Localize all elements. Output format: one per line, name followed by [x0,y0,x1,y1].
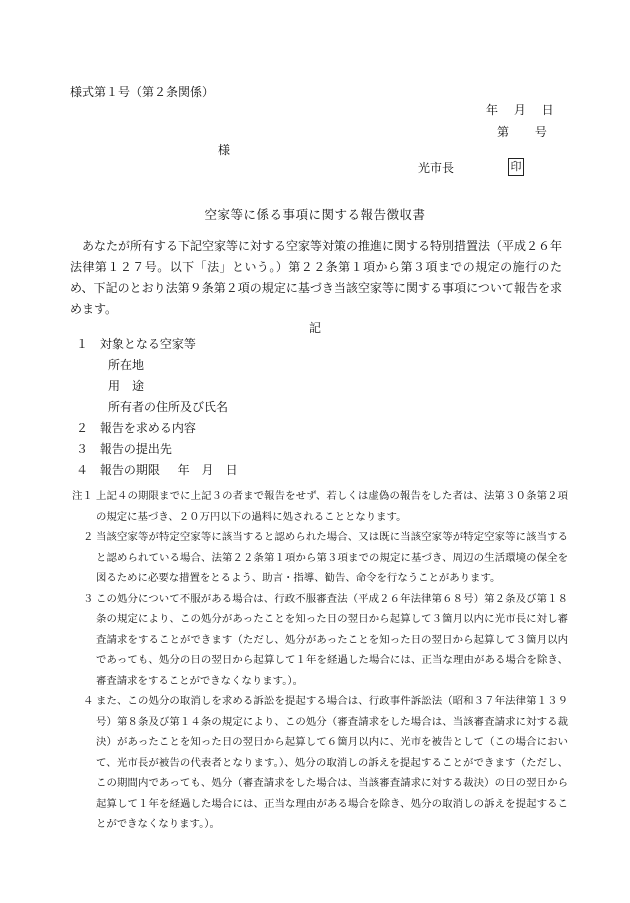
addressee: 様 [218,143,231,157]
form-number: 様式第１号（第２条関係） [70,85,215,99]
note-3 [72,589,568,692]
item-2-label: 報告を求める内容 [99,421,196,435]
note-1 [72,486,568,527]
item-3-label: 報告の提出先 [99,442,172,456]
note-4 [72,691,568,835]
item-1-number: １ [76,337,89,351]
note-3-label: ３ [83,592,94,605]
note-4-label: ４ [83,695,94,707]
body-paragraph: あなたが所有する下記空家等に対する空家等対策の推進に関する特別措置法（平成２６年法律第１２７号。以下「法」という。）第２２条第１項から第３項までの規定の施行のため、下記のとおり法第９条第２項の規定に基づき当該空家等に関する事項について報告を求めます。 [70,239,563,316]
item-3-number: ３ [76,442,89,456]
item-1-owner: 所有者の住所及び氏名 [108,400,229,414]
item-1-use: 用 途 [108,379,145,393]
seal-stamp: 印 [508,158,524,176]
note-2-label: ２ [83,531,94,543]
notes-section [72,486,568,835]
date-line: 年 月 日 [486,103,554,117]
item-4 [76,461,238,478]
document-title: 空家等に係る事項に関する報告徴収書 [204,207,426,222]
ki-heading: 記 [308,321,321,335]
document-number: 第 号 [497,125,547,139]
issuer: 光市長 [418,161,455,175]
note-1-label: 注１ [72,490,93,502]
note-1-text: 上記４の期限までに上記３の者まで報告をせず、若しくは虚偽の報告をした者は、法第３０条第２項の規定に基づき、２０万円以下の過料に処されることとなります。 [96,490,568,523]
item-1 [76,335,196,352]
item-1-location: 所在地 [108,358,145,372]
note-2-text: 当該空家等が特定空家等に該当すると認められた場合、又は既に当該空家等が特定空家等に該当すると認められている場合、法第２２条第１項から第３項までの規定に基づき、周辺の生活環境の保全を図るために必要な措置をとるよう、助言・指導、勧告、命令を行なうことがあります。 [96,531,568,584]
item-4-label: 報告の期限 [99,463,160,477]
item-3 [76,440,172,457]
note-4-text: また、この処分の取消しを求める訴訟を提起する場合は、行政事件訴訟法（昭和３７年法律第１３９号）第８条及び第１４条の規定により、この処分（審査請求をした場合は、当該審査請求に対する裁決）があったことを知った日の翌日から起算して６箇月以内に、光市を被告として（この場合において、光市長が被告の代表者となります。）、処分の取消しの訴えを提起することができます（ただし、この期間内であっても、処分（審査請求をした場合は、当該審査請求に対する裁決）の日の翌日から起算して１年を経過した場合には、正当な理由がある場合を除き、処分の取消しの訴えを提起することができなくなります。）。 [96,695,568,830]
item-1-label: 対象となる空家等 [99,337,196,351]
note-3-text: この処分について不服がある場合は、行政不服審査法（平成２６年法律第６８号）第２条及び第１８条の規定により、この処分があったことを知った日の翌日から起算して３箇月以内に光市長に対し審査請求をすることができます（ただし、処分があったことを知った日の翌日から起算して３箇月以内であっても、処分の日の翌日から起算して１年を経過した場合には、正当な理由がある場合を除き、審査請求をすることができなくなります。）。 [96,592,568,687]
item-4-number: ４ [76,463,89,477]
item-2-number: ２ [76,421,89,435]
note-2 [72,527,568,589]
item-2 [76,419,196,436]
item-4-date: 年 月 日 [177,463,238,477]
